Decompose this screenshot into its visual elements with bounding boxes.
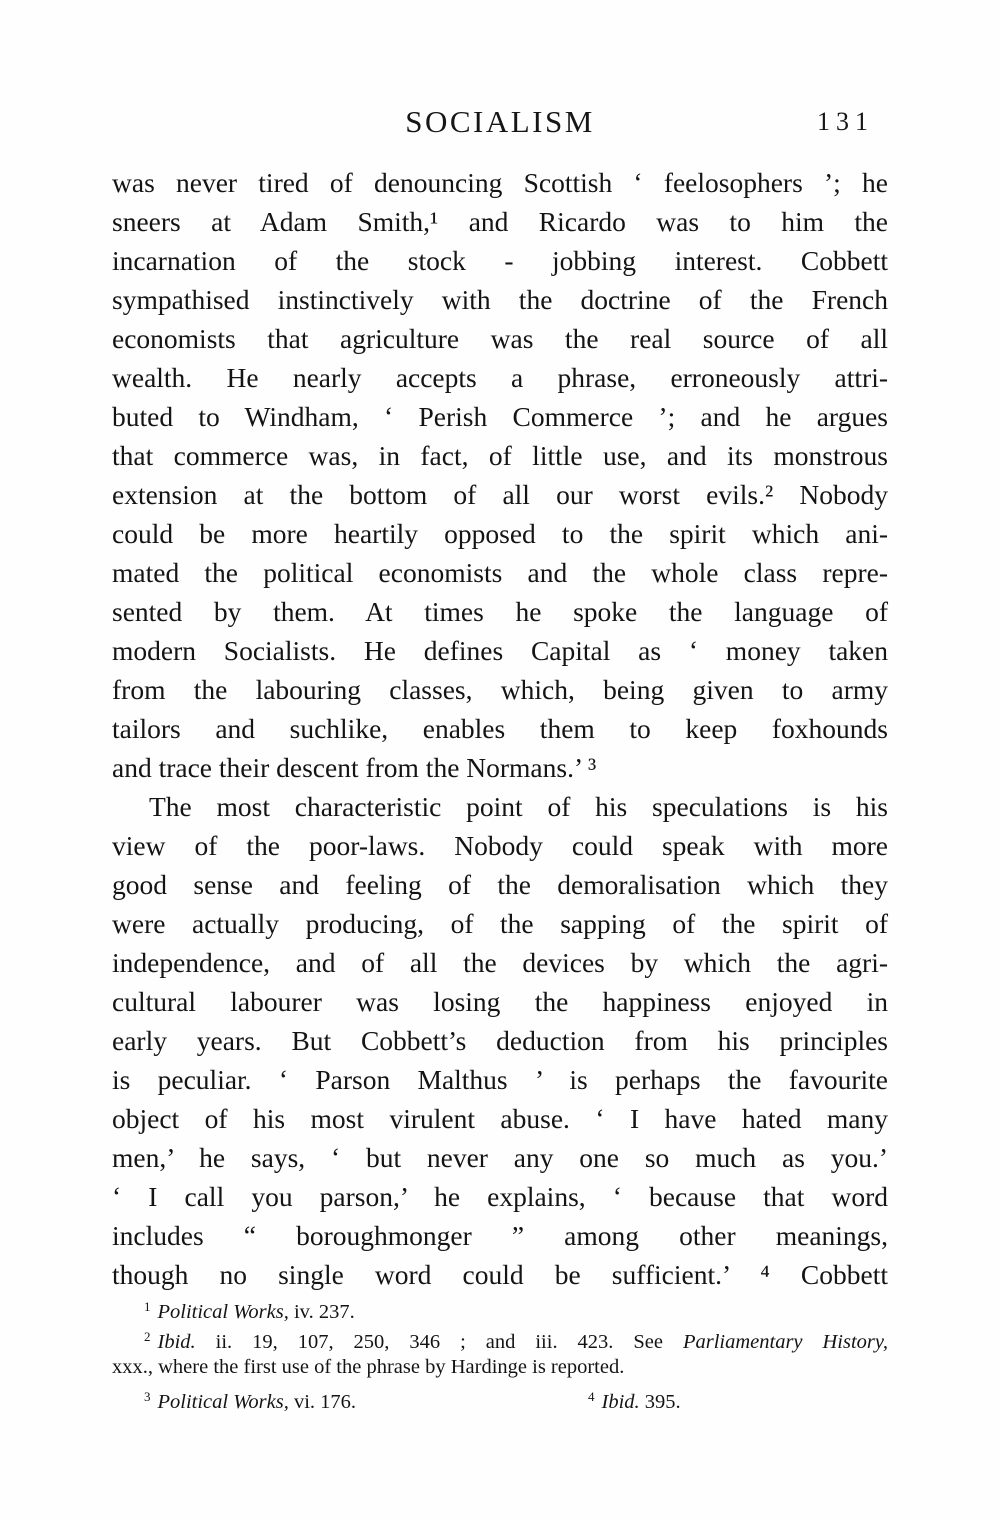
footnote-text: ii. 19, 107, 250, 346 ; and iii. 423. See — [195, 1331, 683, 1353]
text-line: view of the poor-laws. Nobody could speak with more — [112, 830, 888, 861]
text-line: modern Socialists. He defines Capital as ‘ money taken — [112, 635, 888, 666]
text-line: and trace their descent from the Normans.’ ³ — [112, 752, 597, 783]
text-line: men,’ he says, ‘ but never any one so much as you.’ — [112, 1142, 888, 1173]
footnote-2 — [112, 1322, 888, 1352]
text-line: good sense and feeling of the demoralisation which they — [112, 869, 888, 900]
footnote-4 — [588, 1382, 681, 1417]
text-line: buted to Windham, ‘ Perish Commerce ’; and he argues — [112, 401, 888, 432]
text-line: The most characteristic point of his speculations is his — [149, 791, 888, 822]
text-line: includes “ boroughmonger ” among other meanings, — [112, 1220, 888, 1251]
footnote-work-title: Parliamentary History, — [682, 1331, 889, 1353]
page-title: SOCIALISM — [405, 104, 595, 139]
footnote-text: vi. 176. — [288, 1391, 357, 1413]
text-line: independence, and of all the devices by which the agri- — [112, 947, 888, 978]
footnote-text: 395. — [639, 1391, 681, 1413]
footnote-ibid: Ibid. — [157, 1331, 196, 1353]
text-line: from the labouring classes, which, being given to army — [112, 674, 888, 705]
text-line: extension at the bottom of all our worst evils.² Nobody — [112, 479, 888, 510]
text-line: wealth. He nearly accepts a phrase, erroneously attri- — [112, 362, 888, 393]
footnote-marker: 2 — [144, 1329, 151, 1344]
footnote-1 — [112, 1292, 888, 1322]
text-line: was never tired of denouncing Scottish ‘ feelosophers ’; he — [112, 167, 888, 198]
text-line: sented by them. At times he spoke the language of — [112, 596, 888, 627]
text-line: could be more heartily opposed to the spirit which ani- — [112, 518, 888, 549]
text-line: sneers at Adam Smith,¹ and Ricardo was to him the — [112, 206, 888, 237]
running-head — [112, 104, 888, 142]
footnote-text: iv. 237. — [288, 1301, 355, 1323]
text-line: tailors and suchlike, enables them to keep foxhounds — [112, 713, 888, 744]
footnote-ibid: Ibid. — [601, 1391, 640, 1413]
footnote-marker: 4 — [588, 1389, 595, 1404]
text-line: object of his most virulent abuse. ‘ I have hated many — [112, 1103, 888, 1134]
footnote-3-4-row — [112, 1382, 888, 1412]
text-line: economists that agriculture was the real source of all — [112, 323, 888, 354]
page-number: 131 — [817, 107, 874, 136]
text-line: is peculiar. ‘ Parson Malthus ’ is perhaps the favourite — [112, 1064, 888, 1095]
text-line: ‘ I call you parson,’ he explains, ‘ because that word — [112, 1181, 888, 1212]
paragraph — [112, 163, 888, 787]
main-text — [112, 163, 888, 1294]
footnote-text: xxx., where the first use of the phrase by Hardinge is reported. — [112, 1356, 625, 1378]
footnotes — [112, 1292, 888, 1412]
text-line: were actually producing, of the sapping of the spirit of — [112, 908, 888, 939]
paragraph — [112, 787, 888, 1294]
text-line: mated the political economists and the whole class repre- — [112, 557, 888, 588]
text-line: that commerce was, in fact, of little use, and its monstrous — [112, 440, 888, 471]
footnote-work-title: Political Works, — [157, 1391, 289, 1413]
footnote-marker: 1 — [144, 1299, 151, 1314]
footnote-marker: 3 — [144, 1389, 151, 1404]
text-line: early years. But Cobbett’s deduction from his principles — [112, 1025, 888, 1056]
text-line: though no single word could be sufficient.’ ⁴ Cobbett — [112, 1259, 888, 1290]
text-line: cultural labourer was losing the happiness enjoyed in — [112, 986, 888, 1017]
text-line: sympathised instinctively with the doctrine of the French — [112, 284, 888, 315]
text-line: incarnation of the stock - jobbing interest. Cobbett — [112, 245, 888, 276]
footnote-2-continuation — [112, 1352, 888, 1382]
footnote-work-title: Political Works, — [157, 1301, 289, 1323]
